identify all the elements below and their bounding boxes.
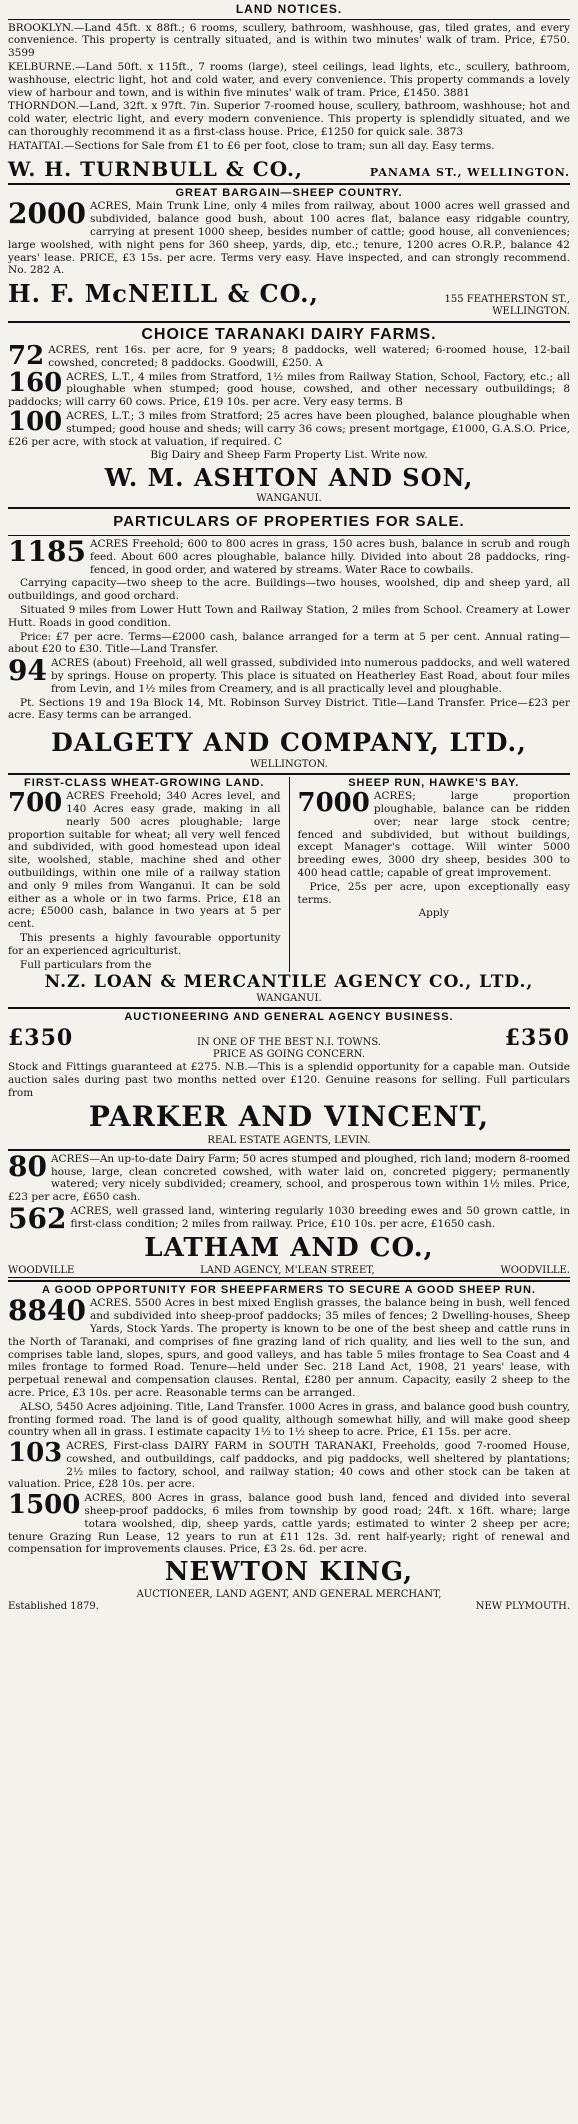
sheeprun-heading: SHEEP RUN, HAWKE'S BAY. xyxy=(348,776,520,789)
newton-address: NEW PLYMOUTH. xyxy=(475,1601,570,1613)
firm-turnbull: W. H. TURNBULL & CO., xyxy=(8,156,303,181)
mcneill-text: ACRES, Main Trunk Line, only 4 miles from railway, about 1000 acres well grassed and subdivided, balance good bush, about 100 acres flat, balance easy ridgable country, carrying at present 1000 sheep, besides number of cattle; good house, all conveniences; large woolshed, with night pens for 360 sheep, yards, dip, etc.; tenure, 1200 acres O.R.P., balance 42 years' lease. PRICE, £3 15s. per acre. Terms very easy. Have inspected, and can strongly recommend. No. 282 A. xyxy=(8,200,570,277)
mcneill-heading: GREAT BARGAIN—SHEEP COUNTRY. xyxy=(175,186,403,199)
wheat-text-3: Full particulars from the xyxy=(20,958,152,971)
notice-brooklyn: BROOKLYN.—Land 45ft. x 88ft.; 6 rooms, scullery, bathroom, washhouse, gas, tiled grates, and every convenience. This property is centrally situated, and is within two minutes' walk of tram. Price, £750. 3599 xyxy=(8,21,570,60)
dalgety-address: WELLINGTON. xyxy=(250,758,328,770)
nz-loan-columns xyxy=(8,777,570,973)
newton-established: Established 1879. xyxy=(8,1601,99,1613)
dalgety-text-2: ACRES (about) Freehold, all well grassed, subdivided into numerous paddocks, and well watered by springs. House on property. This place is situated on Heatherley East Road, about four miles from Levin, and 1½ miles from Creamery, and is all practically level and ploughable. xyxy=(50,657,570,695)
notice-kelburne: KELBURNE.—Land 50ft. x 115ft., 7 rooms (large), steel ceilings, lead lights, etc., scullery, bathroom, washhouse, electric light, hot and cold water, and every convenience. This property commands a lovely view of harbour and town, and is within five minutes' walk of tram. Price, £1450. 3881 xyxy=(8,61,570,99)
ashton-farm-1 xyxy=(8,344,570,371)
sheeprun-text: ACRES; large proportion ploughable, balance can be ridden over; near large stock centre; fenced and subdivided, but without buildings, except Manager's cottage. Will winter 5000 breeding ewes, 3000 dry sheep, besides 300 to 400 head cattle; capable of great improvement. xyxy=(297,790,570,880)
latham-acres-2: 562 xyxy=(8,1205,67,1234)
newton-sub: AUCTIONEER, LAND AGENT, AND GENERAL MERCHANT, xyxy=(136,1588,442,1600)
wheat-acres: 700 xyxy=(8,790,63,819)
dalgety-text-1d: Price: £7 per acre. Terms—£2000 cash, balance arranged for a term at 5 per cent. Annual rating—about £20 to £30. Title—Land Transfer. xyxy=(8,630,570,656)
dalgety-acres-2: 94 xyxy=(8,657,47,688)
newton-acres-3: 1500 xyxy=(8,1492,81,1521)
dalgety-heading: PARTICULARS OF PROPERTIES FOR SALE. xyxy=(113,512,465,530)
newton-acres-1: 8840 xyxy=(8,1297,86,1328)
ashton-farm-3 xyxy=(8,410,570,449)
firm-mcneill: H. F. McNEILL & CO., xyxy=(8,279,319,309)
dalgety-acres-1: 1185 xyxy=(8,537,86,568)
land-notices-title: LAND NOTICES. xyxy=(235,2,343,16)
ashton-farm-2 xyxy=(8,371,570,410)
latham-address-mid: LAND AGENCY, M'LEAN STREET, xyxy=(200,1264,375,1276)
parker-text: Stock and Fittings guaranteed at £275. N.B.—This is a splendid opportunity for a capable man. Outside auction sales during past two months netted over £120. Genuine reasons for selling. Full particulars from xyxy=(8,1061,570,1099)
ashton-acres-2: 160 xyxy=(8,370,63,398)
ashton-note: Big Dairy and Sheep Farm Property List. Write now. xyxy=(150,449,428,462)
firm-latham: LATHAM AND CO., xyxy=(144,1233,434,1264)
parker-heading-2: IN ONE OF THE BEST N.I. TOWNS. xyxy=(196,1036,381,1048)
newton-text-2: ACRES, First-class DAIRY FARM in SOUTH TARANAKI, Freeholds, good 7-roomed House, cowshed, and outbuildings, calf paddocks, and pig paddocks, well sheltered by plantations; 2½ miles to factory, school, and railway station; 40 cows and other stock can be taken at valuation. Price, £28 10s. per acre. xyxy=(8,1440,570,1491)
ashton-acres-1: 72 xyxy=(8,344,45,371)
latham-text-1: ACRES—An up-to-date Dairy Farm; 50 acres stumped and ploughed, rich land; modern 8-roomed house, large, clean concreted cowshed, with water laid on, concreted piggery; permanently watered; very nicely subdivided; creamery, school, and prosperous town within 1½ miles. Price, £23 per acre, £650 cash. xyxy=(8,1152,570,1204)
dalgety-text-1b: Carrying capacity—two sheep to the acre. Buildings—two houses, woolshed, dip and sheep yard, all outbuildings, and good orchard. xyxy=(8,577,570,603)
ashton-address: WANGANUI. xyxy=(256,492,322,504)
latham-address-left: WOODVILLE xyxy=(8,1264,75,1276)
newton-text-1b: ALSO, 5450 Acres adjoining. Title, Land Transfer. 1000 Acres in grass, and balance good bush country, fronting formed road. The land is of good quality, although somewhat hilly, and will make good sheep country when all in grass. I estimate capacity 1½ to 1½ sheep to acre. Price, £1 15s. per acre. xyxy=(8,1400,570,1439)
newton-text-1: ACRES. 5500 Acres in best mixed English grasses, the balance being in bush, well fenced and subdivided into sheep-proof paddocks; 35 miles of fences; 2 Dwelling-houses, Sheep Yards, Stock Yards. The property is known to be one of the best sheep and cattle runs in the North of Taranaki, and comprises of fine grazing land of rich quality, and lies well to the sun, and comprises table land, slopes, spurs, and good valleys, and has table 5 miles frontage to Sea Coast and 4 miles frontage to formed Road. Tenure—held under Sec. 218 Land Act, 1908, 21 years' lease, with perpetual renewal and compensation clauses. Rental, £280 per annum. Capacity, easily 2 sheep to the acre. Price, £3 10s. per acre. Reasonable terms can be arranged. xyxy=(8,1297,570,1399)
firm-parker: PARKER AND VINCENT, xyxy=(88,1100,490,1134)
newton-text-3: ACRES, 800 Acres in grass, balance good bush land, fenced and divided into several sheep-proof paddocks, 6 miles from township by good road; 24ft. x 16ft. whare; large totara woolshed, dip, sheep yards, cattle yards; estimated to winter 2 sheep per acre; tenure Grazing Run Lease, 12 years to run at £11 12s. 3d. rent half-yearly; right of renewal and compensation for improvements clauses. Price, £3 2s. 6d. per acre. xyxy=(8,1492,570,1556)
notice-thorndon: THORNDON.—Land, 32ft. x 97ft. 7in. Superior 7-roomed house, scullery, bathroom, washhouse; hot and cold water, electric light, and every modern convenience. This property is splendidly situated, and we can thoroughly recommend it as a first-class house. Price, £1250 for quick sale. 3873 xyxy=(8,100,570,138)
ashton-heading: CHOICE TARANAKI DAIRY FARMS. xyxy=(141,325,437,343)
parker-heading-1: AUCTIONEERING AND GENERAL AGENCY BUSINESS. xyxy=(124,1011,454,1024)
sheeprun-acres: 7000 xyxy=(297,790,370,819)
newton-heading: A GOOD OPPORTUNITY FOR SHEEPFARMERS TO SECURE A GOOD SHEEP RUN. xyxy=(42,1283,536,1296)
mcneill-address1: 155 FEATHERSTON ST., xyxy=(444,294,570,306)
latham-acres-1: 80 xyxy=(8,1152,47,1183)
dalgety-text-2b: Pt. Sections 19 and 19a Block 14, Mt. Robinson Survey District. Title—Land Transfer. Price—£23 per acre. Easy terms can be arranged. xyxy=(8,696,570,722)
parker-address: REAL ESTATE AGENTS, LEVIN. xyxy=(207,1134,371,1146)
wheat-text: ACRES Freehold; 340 Acres level, and 140 Acres easy grade, making in all nearly 500 acres ploughable; large proportion suitable for wheat; all very well fenced and subdivided, with good homestead upon ideal site, woolshed, stable, machine shed and other outbuildings, within one mile of a railway station and only 9 miles from Wanganui. It can be sold either as a whole or in two farms. Price, £18 an acre; £5000 cash, balance in two years at 5 per cent. xyxy=(8,790,281,931)
parker-price-left: £350 xyxy=(8,1024,74,1051)
latham-text-2: ACRES, well grassed land, wintering regularly 1030 breeding ewes and 50 grown cattle, in first-class condition; 2 miles from railway. Price, £10 10s. per acre, £1650 cash. xyxy=(70,1205,570,1230)
firm-nz-loan: N.Z. LOAN & MERCANTILE AGENCY CO., LTD., xyxy=(44,972,534,993)
ashton-text-3: ACRES, L.T.; 3 miles from Stratford; 25 acres have been ploughed, balance ploughable when stumped; good house and sheds; will carry 36 cows; present mortgage, £1000, G.A.S.O. Price, £26 per acre, with stock at valuation, if required. C xyxy=(8,410,570,448)
wheat-heading: FIRST-CLASS WHEAT-GROWING LAND. xyxy=(24,776,265,789)
newton-acres-2: 103 xyxy=(8,1440,63,1469)
parker-price-right: £350 xyxy=(504,1024,570,1051)
ashton-acres-3: 100 xyxy=(8,410,63,438)
ashton-text-1: ACRES, rent 16s. per acre, for 9 years; 8 paddocks, well watered; 6-roomed house, 12-bail cowshed, concreted; 8 paddocks. Goodwill, £250. A xyxy=(48,344,570,369)
dalgety-text-1: ACRES Freehold; 600 to 800 acres in grass, 150 acres bush, balance in scrub and rough feed. About 600 acres ploughable, balance hilly. Divided into about 28 paddocks, ring-fenced, in good order, and watered by streams. Water Race to cowbails. xyxy=(89,537,570,576)
mcneill-acres: 2000 xyxy=(8,197,86,231)
firm-ashton: W. M. ASHTON AND SON, xyxy=(104,463,474,493)
latham-address-right: WOODVILLE. xyxy=(500,1264,570,1276)
turnbull-address: PANAMA ST., WELLINGTON. xyxy=(369,165,570,179)
notice-hataitai: HATAITAI.—Sections for Sale from £1 to £6 per foot, close to tram; sun all day. Easy terms. xyxy=(8,139,495,152)
dalgety-text-1c: Situated 9 miles from Lower Hutt Town and Railway Station, 2 miles from School. Creamery at Lower Hutt. Roads in good condition. xyxy=(8,603,570,629)
sheeprun-text-2: Price, 25s per acre, upon exceptionally easy terms. xyxy=(297,880,570,906)
firm-dalgety: DALGETY AND COMPANY, LTD., xyxy=(51,728,527,758)
firm-newton: NEWTON KING, xyxy=(164,1557,414,1588)
parker-heading-3: PRICE AS GOING CONCERN. xyxy=(212,1048,365,1060)
ashton-text-2: ACRES, L.T., 4 miles from Stratford, 1½ miles from Railway Station, School, Factory, etc.; all ploughable when stumped; good house, cowshed, and other necessary outbuildings; 8 paddocks; will carry 60 cows. Price, £19 10s. per acre. Very easy terms. B xyxy=(8,370,570,409)
nz-loan-address: WANGANUI. xyxy=(256,993,322,1005)
sheeprun-apply: Apply xyxy=(418,907,449,920)
mcneill-address2: WELLINGTON. xyxy=(492,306,570,318)
wheat-text-2: This presents a highly favourable opportunity for an experienced agriculturist. xyxy=(8,932,281,957)
